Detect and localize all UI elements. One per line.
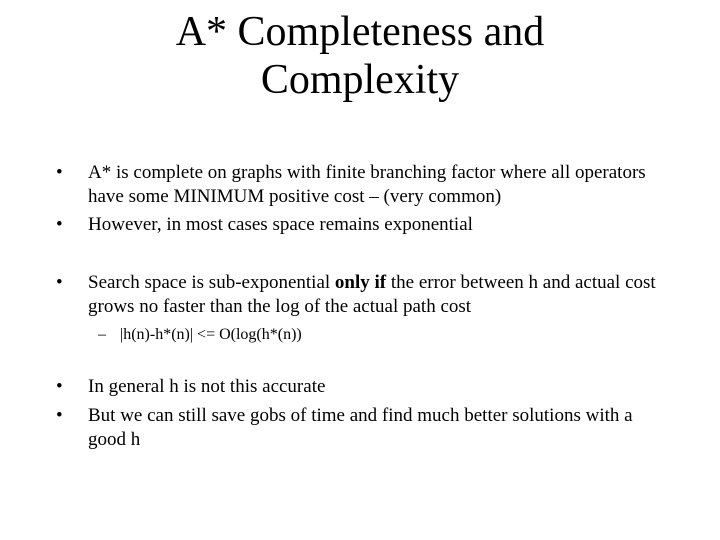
bullet-marker: • — [56, 376, 63, 397]
bullet-text — [88, 271, 666, 319]
bullet-text-post: the error between h and actual cost grows no faster than the log of the actual path cost — [88, 272, 656, 317]
bullet-item-3 — [56, 271, 666, 319]
bullet-marker: • — [56, 162, 63, 183]
bullet-text: But we can still save gobs of time and find much better solutions with a good h — [88, 405, 633, 450]
sub-bullet-text: |h(n)-h*(n)| <= O(log(h*(n)) — [120, 326, 302, 343]
slide-title-line-1: A* Completeness and — [175, 9, 545, 55]
bullet-marker: • — [56, 272, 63, 293]
bullet-marker: • — [56, 405, 63, 426]
sub-bullet-item-1 — [98, 325, 658, 345]
bullet-text: However, in most cases space remains exponential — [88, 214, 473, 235]
bullet-item-5 — [56, 404, 666, 452]
bullet-text-pre: Search space is sub-exponential — [88, 272, 335, 293]
bullet-text: In general h is not this accurate — [88, 376, 326, 397]
slide-title-line-2: Complexity — [260, 57, 460, 103]
bullet-item-4 — [56, 375, 666, 399]
bullet-item-2 — [56, 213, 666, 237]
bullet-marker: • — [56, 214, 63, 235]
sub-bullet-marker: – — [98, 326, 106, 343]
bullet-item-1 — [56, 161, 666, 209]
bullet-text-bold: only if — [334, 272, 387, 293]
bullet-text: A* is complete on graphs with finite branching factor where all operators have some MINIMUM positive cost – (very common) — [88, 162, 646, 207]
slide-title — [60, 8, 660, 104]
